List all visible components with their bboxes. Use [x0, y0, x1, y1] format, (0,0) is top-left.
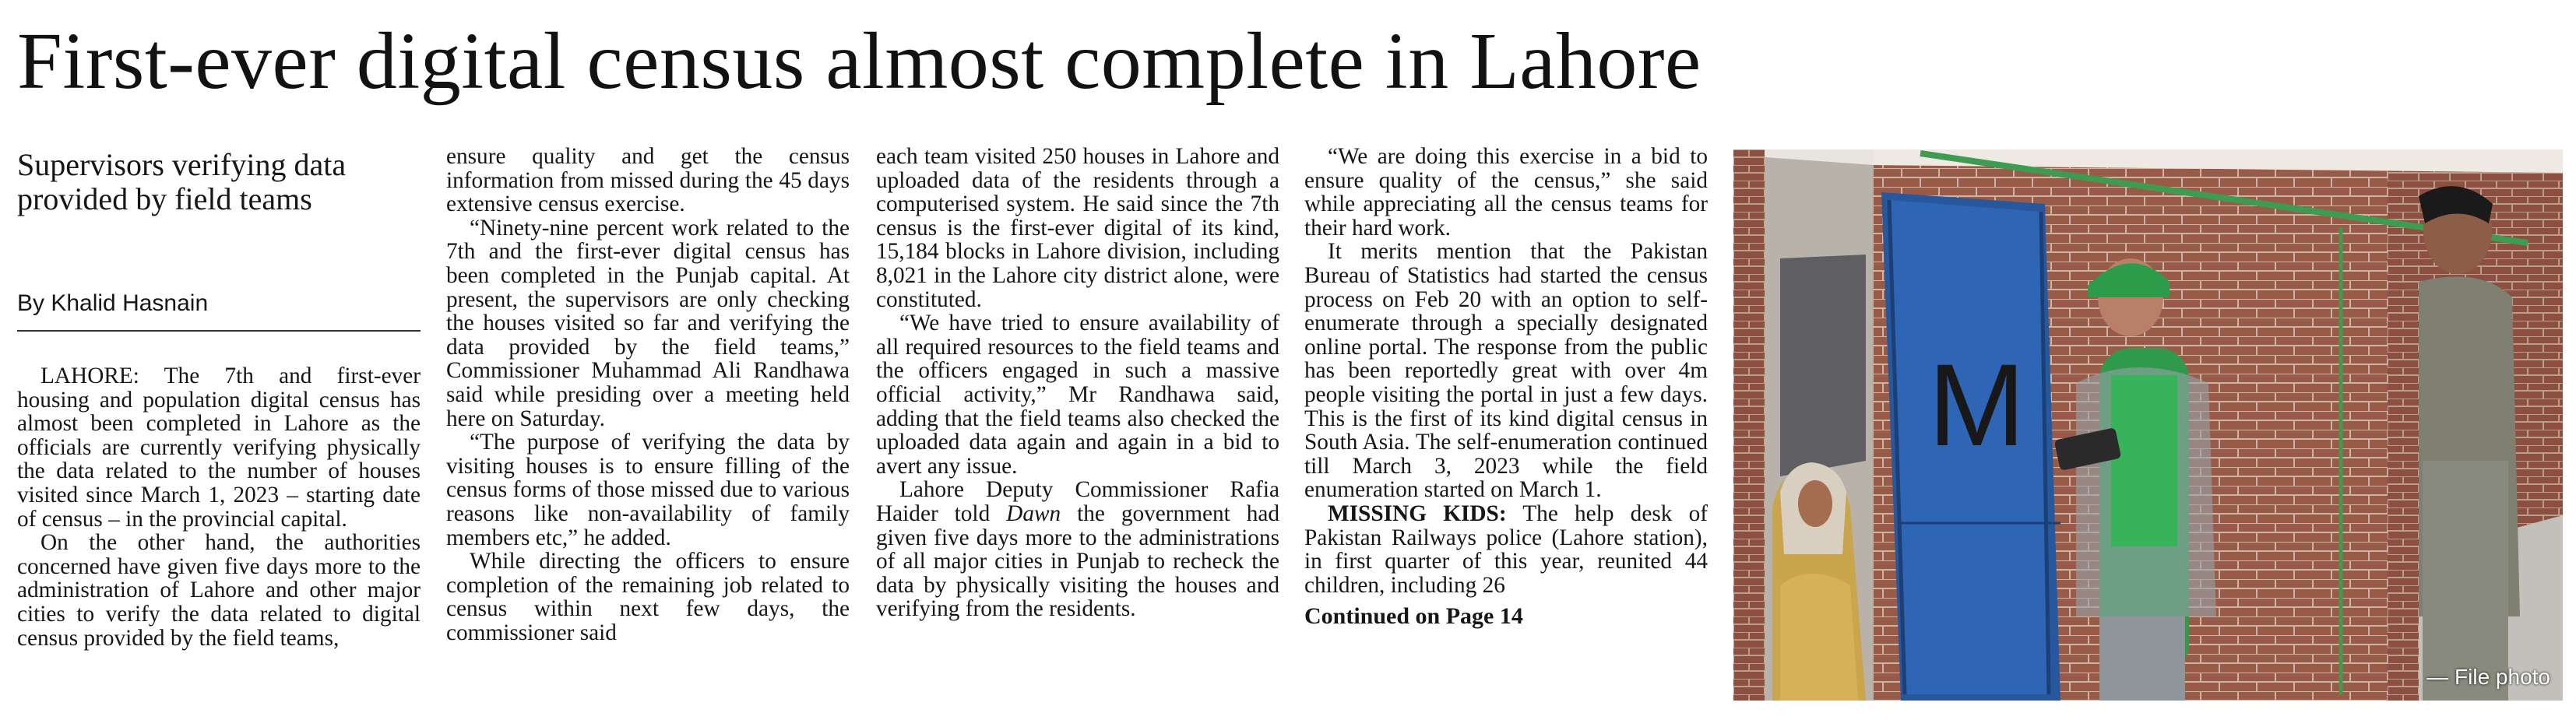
byline: By Khalid Hasnain	[17, 286, 421, 332]
paragraph: “Ninety-nine percent work related to the 7th and the first-ever digital census has been completed in the Punjab capital. At present, the supervisors are only checking the houses visited so far and verifying the data provided by the field teams,” Commissioner Muhammad Ali Randhawa said while presiding over a meeting held here on Saturday.	[446, 215, 850, 431]
photo-illustration	[1733, 149, 2563, 701]
text-run: The help desk of Pakistan Railways police (Lahore station), in first quarter of this year, reunited 44 children, including 26	[1304, 500, 1708, 598]
photo-credit: — File photo	[2426, 665, 2550, 689]
door-graffiti: M	[1928, 339, 2025, 470]
publication-name: Dawn	[1006, 500, 1061, 526]
news-photo	[1733, 149, 2563, 701]
paragraph: “We are doing this exercise in a bid to ensure quality of the census,” she said while appreciating all the census teams for their hard work.	[1304, 144, 1708, 241]
text-run: Lahore Deputy Commissioner Rafia Haider told	[876, 477, 1279, 526]
kicker: Supervisors verifying data provided by field teams	[17, 147, 347, 216]
paragraph: each team visited 250 houses in Lahore and uploaded data of the residents through a computerised system. He said since the 7th census is the first-ever digital of its kind, 15,184 blocks in Lahore division, including 8,021 in the Lahore city district alone, were constituted.	[876, 144, 1279, 312]
paragraph: “The purpose of verifying the data by visiting houses is to ensure filling of the census forms of those missed due to various reasons like non-availability of family members etc,” he added.	[446, 430, 850, 550]
continued-link[interactable]: Continued on Page 14	[1304, 603, 1523, 630]
paragraph: While directing the officers to ensure completion of the remaining job related to census within next few days, the commissioner said	[446, 549, 850, 645]
article-column-4	[1304, 145, 1708, 629]
headline: First-ever digital census almost complete in Lahore	[17, 16, 1701, 106]
paragraph: LAHORE: The 7th and first-ever housing and population digital census has almost been completed in Lahore as the officials are currently verifying physically the data related to the number of houses visited since March 1, 2023 – starting date of census – in the provincial capital.	[17, 364, 421, 532]
paragraph: On the other hand, the authorities concerned have given five days more to the administration of Lahore and other major cities to verify the data related to digital census provided by the field teams,	[17, 530, 421, 651]
subhead: MISSING KIDS:	[1328, 500, 1507, 526]
paragraph: ensure quality and get the census information from missed during the 45 days extensive census exercise.	[446, 144, 850, 217]
paragraph: “We have tried to ensure availability of all required resources to the field teams and the officers engaged in such a massive official activity,” Mr Randhawa said, adding that the field teams also checked the uploaded data again and again in a bid to avert any issue.	[876, 311, 1279, 479]
paragraph	[1304, 502, 1708, 597]
paragraph	[876, 478, 1279, 621]
paragraph: It merits mention that the Pakistan Bureau of Statistics had started the census process on Feb 20 with an option to self-enumerate through a specially designated online portal. The response from the public has been reportedly great with over 4m people visiting the portal in just a few days. This is the first of its kind digital census in South Asia. The self-enumeration continued till March 3, 2023 while the field enumeration started on March 1.	[1304, 239, 1708, 503]
text-run: the government had given five days more to the administrations of all major cities in Punjab to recheck the data by physically visiting the houses and verifying from the residents.	[876, 500, 1280, 622]
article-column-2	[446, 145, 850, 644]
article-column-3	[876, 145, 1279, 621]
article-column-1	[17, 364, 421, 650]
